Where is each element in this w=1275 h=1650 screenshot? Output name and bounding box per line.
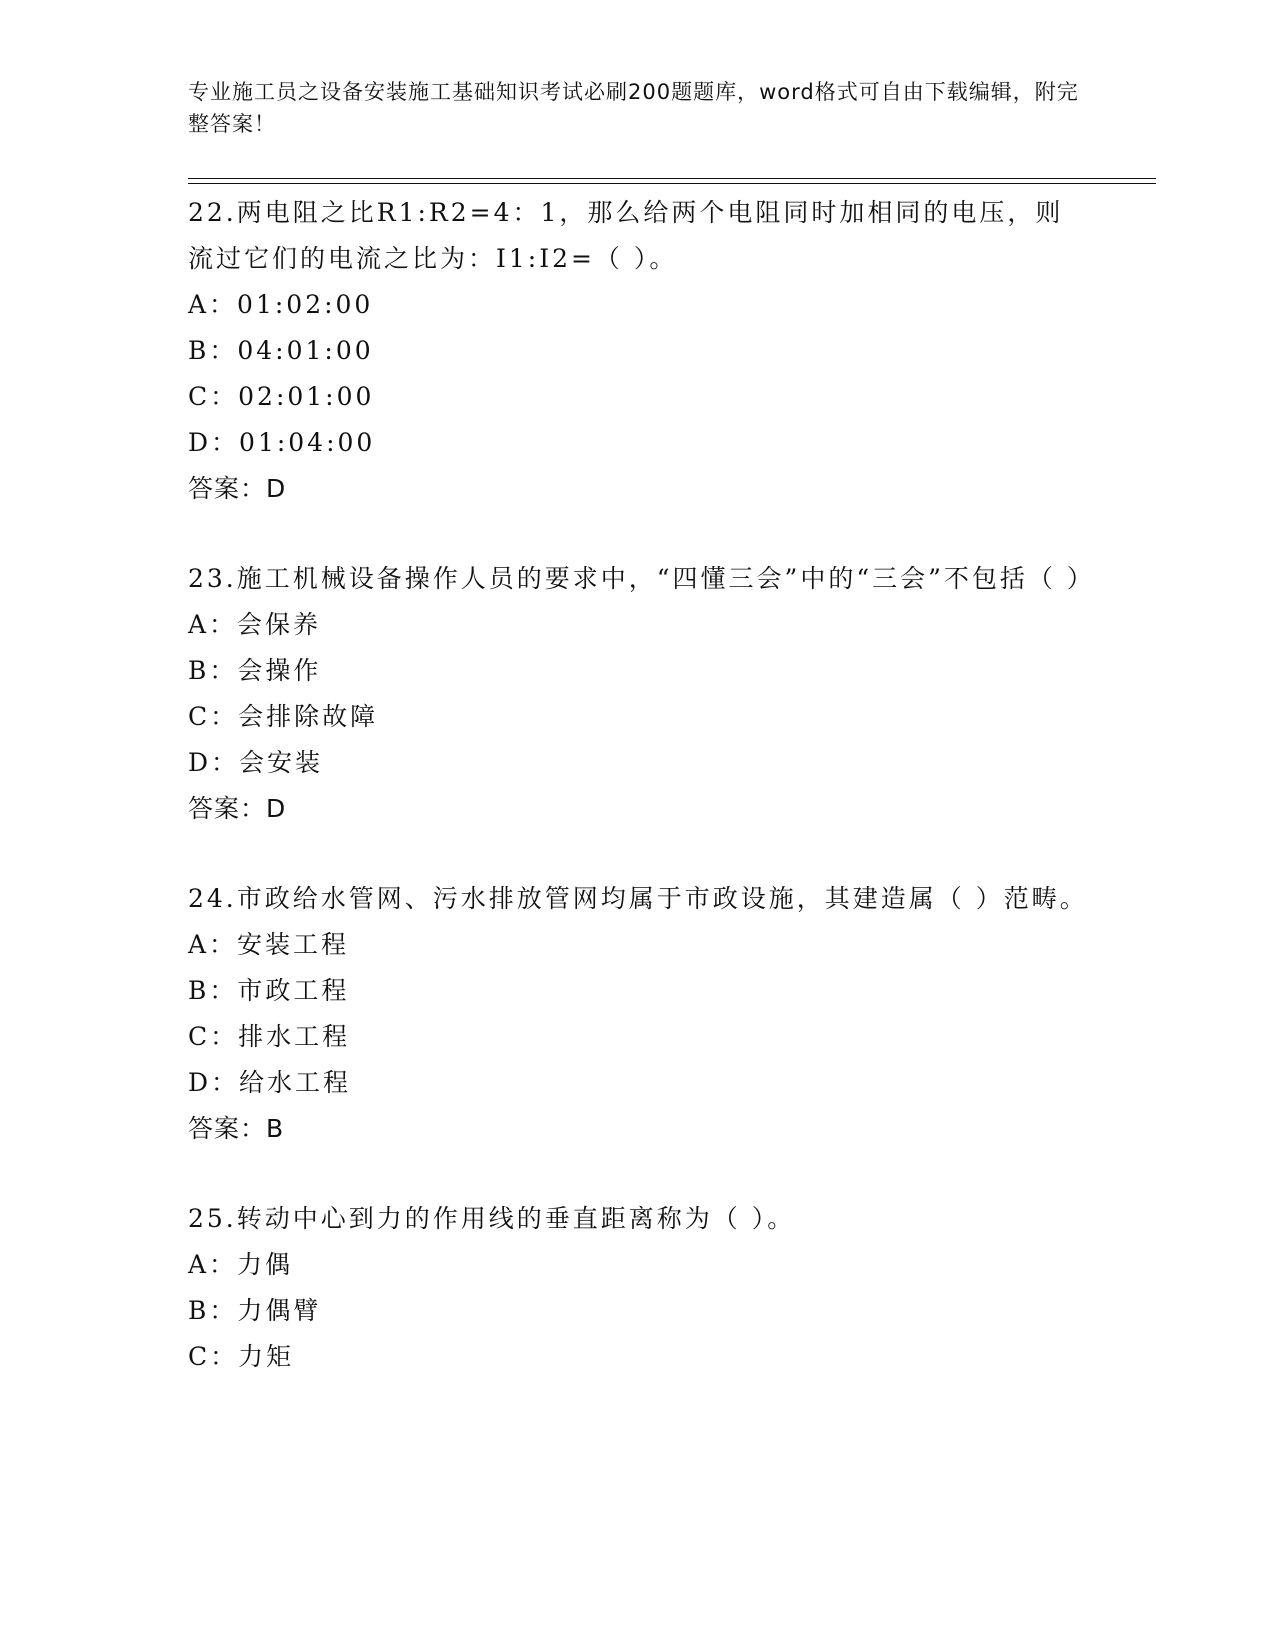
option-b: B：市政工程 (188, 976, 350, 1005)
option-c: C：排水工程 (188, 1022, 351, 1051)
header-divider-bottom (188, 183, 1156, 184)
option-a: A：01:02:00 (188, 290, 374, 319)
answer: 答案：D (188, 474, 287, 503)
option-a: A：安装工程 (188, 930, 350, 959)
answer: 答案：B (188, 1114, 285, 1143)
option-c: C：会排除故障 (188, 702, 379, 731)
option-d: D：01:04:00 (188, 428, 376, 457)
option-b: B：会操作 (188, 656, 322, 685)
option-a: A：会保养 (188, 610, 322, 639)
option-c: C：02:01:00 (188, 382, 375, 411)
question-stem: 24.市政给水管网、污水排放管网均属于市政设施，其建造属（ ）范畴。 (188, 884, 1088, 913)
document-header: 专业施工员之设备安装施工基础知识考试必刷200题题库，word格式可自由下载编辑，附完整答案！ (188, 80, 1079, 136)
question-stem: 23.施工机械设备操作人员的要求中，“四懂三会”中的“三会”不包括（ ） (188, 564, 1095, 593)
answer: 答案：D (188, 794, 287, 823)
option-b: B：04:01:00 (188, 336, 374, 365)
question-22 (188, 190, 1088, 512)
option-d: D：给水工程 (188, 1068, 352, 1097)
header-divider-top (188, 178, 1156, 179)
option-a: A：力偶 (188, 1250, 294, 1279)
question-25 (188, 1196, 1088, 1380)
option-b: B：力偶臂 (188, 1296, 322, 1325)
question-stem: 25.转动中心到力的作用线的垂直距离称为（ ）。 (188, 1204, 796, 1233)
option-d: D：会安装 (188, 748, 324, 777)
question-23 (188, 556, 1095, 832)
option-c: C：力矩 (188, 1342, 295, 1371)
question-list (188, 190, 1095, 1424)
question-24 (188, 876, 1088, 1152)
question-stem: 22.两电阻之比R1:R2=4：1，那么给两个电阻同时加相同的电压，则流过它们的电流之比为：I1:I2=（ ）。 (188, 198, 1064, 273)
